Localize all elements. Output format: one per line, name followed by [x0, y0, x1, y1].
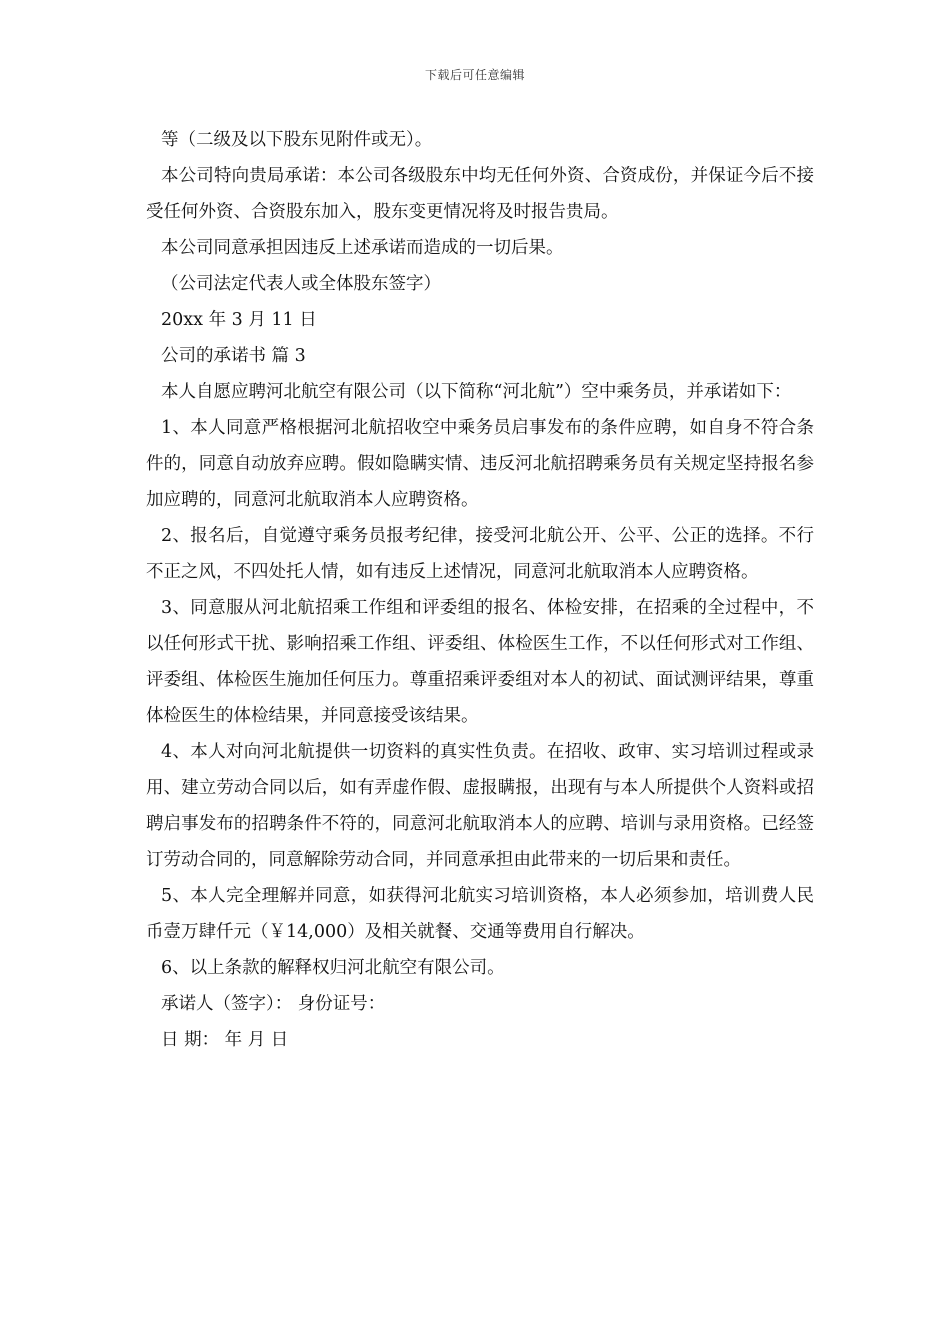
clause-1: 1、本人同意严格根据河北航招收空中乘务员启事发布的条件应聘，如自身不符合条件的，同意自动放弃应聘。假如隐瞒实情、违反河北航招聘乘务员有关规定坚持报名参加应聘的，同意河北航取消本人应聘资格。: [146, 418, 814, 510]
clause-3: 3、同意服从河北航招乘工作组和评委组的报名、体检安排，在招乘的全过程中，不以任何形式干扰、影响招乘工作组、评委组、体检医生工作，不以任何形式对工作组、评委组、体检医生施加任何压力。尊重招乘评委组对本人的初试、面试测评结果，尊重体检医生的体检结果，并同意接受该结果。: [146, 598, 814, 726]
document-body: [146, 122, 814, 1058]
date-line: 日 期： 年 月 日: [161, 1030, 289, 1050]
page-header: 下载后可任意编辑: [424, 68, 525, 82]
signature-line: 承诺人（签字）： 身份证号：: [161, 994, 386, 1014]
clause-4: 4、本人对向河北航提供一切资料的真实性负责。在招收、政审、实习培训过程或录用、建立劳动合同以后，如有弄虚作假、虚报瞒报，出现有与本人所提供个人资料或招聘启事发布的招聘条件不符的，同意河北航取消本人的应聘、培训与录用资格。已经签订劳动合同的，同意解除劳动合同，并同意承担由此带来的一切后果和责任。: [146, 742, 814, 870]
clause-5: 5、本人完全理解并同意，如获得河北航实习培训资格，本人必须参加，培训费人民币壹万肆仟元（￥14,000）及相关就餐、交通等费用自行解决。: [146, 886, 814, 942]
paragraph-shareholders-note: 等（二级及以下股东见附件或无）。: [161, 130, 433, 150]
paragraph-intro: 本人自愿应聘河北航空有限公司（以下简称“河北航”）空中乘务员，并承诺如下：: [161, 382, 792, 402]
section-title: 公司的承诺书 篇 3: [161, 346, 306, 366]
clause-6: 6、以上条款的解释权归河北航空有限公司。: [161, 958, 505, 978]
paragraph-date: 20xx 年 3 月 11 日: [161, 310, 317, 330]
paragraph-company-commitment: 本公司特向贵局承诺：本公司各级股东中均无任何外资、合资成份，并保证今后不接受任何外资、合资股东加入，股东变更情况将及时报告贵局。: [146, 166, 814, 222]
paragraph-liability: 本公司同意承担因违反上述承诺而造成的一切后果。: [161, 238, 564, 258]
paragraph-signature-note: （公司法定代表人或全体股东签字）: [161, 274, 441, 294]
clause-2: 2、报名后，自觉遵守乘务员报考纪律，接受河北航公开、公平、公正的选择。不行不正之风，不四处托人情，如有违反上述情况，同意河北航取消本人应聘资格。: [146, 526, 814, 582]
